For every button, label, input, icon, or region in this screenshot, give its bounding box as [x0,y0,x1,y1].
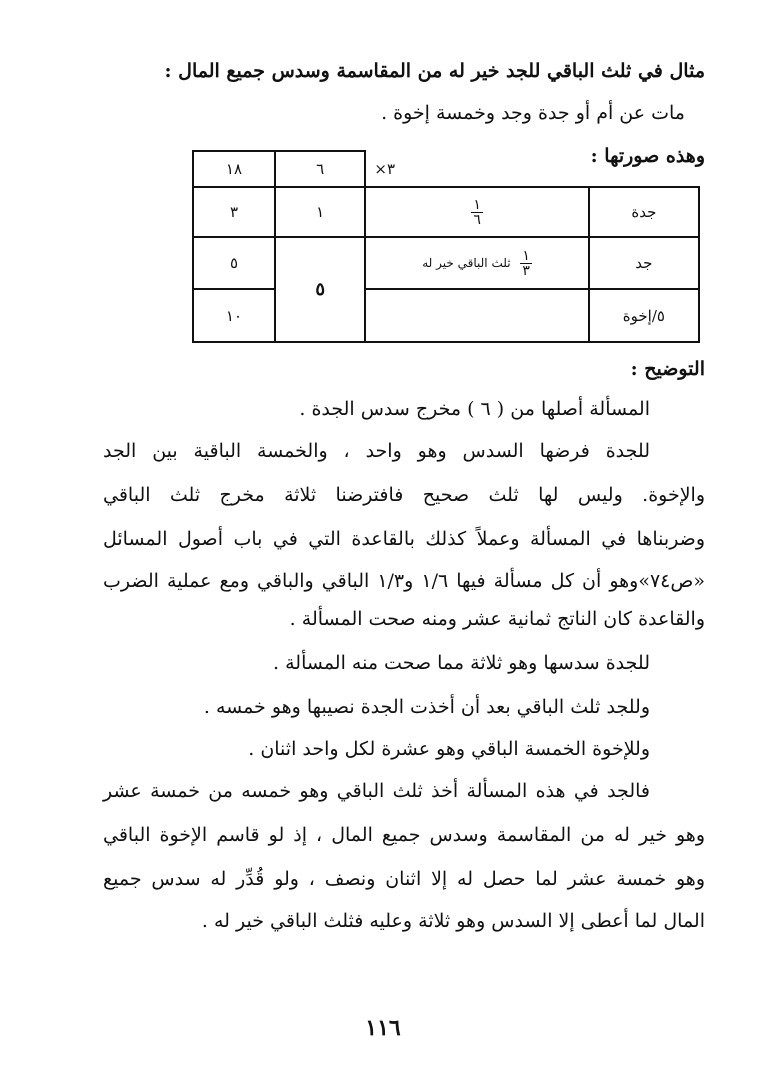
fraction-denominator: ٦ [473,211,481,228]
explanation-title: التوضيح : [630,358,705,380]
fraction-numerator: ١ [473,196,481,213]
text-line-5: «ص٧٤»وهو أن كل مسألة فيها ١/٦ و١/٣ الباقي والباقي ومع عملية الضرب [103,570,705,592]
page-number: ١١٦ [365,1015,401,1041]
cell-row3-final: ١٠ [193,289,275,342]
text-line-4: وضربناها في المسألة وعملاً كذلك بالقاعدة التي في باب أصول المسائل [103,528,705,550]
text-line-1: المسألة أصلها من ( ٦ ) مخرج سدس الجدة . [299,398,650,420]
text-line-13: المال لما أعطى إلا السدس وهو ثلاثة وعليه فثلث الباقي خير له . [201,910,705,932]
fraction-one-sixth [471,198,483,227]
cell-row1-heir: جدة [589,187,699,237]
text-line-2: للجدة فرضها السدس وهو واحد ، والخمسة الباقية بين الجد [103,440,650,462]
multiplier-label: ×٣ [374,159,396,178]
cell-top-result: ١٨ [193,151,275,187]
text-line-7: للجدة سدسها وهو ثلاثة مما صحت منه المسألة . [273,652,650,674]
cell-row3-fraction [365,289,588,342]
cell-row2-final: ٥ [193,237,275,289]
cell-row1-base: ١ [275,187,365,237]
cell-row2-fraction [365,237,588,289]
cell-row3-heir: ٥/إخوة [589,289,699,342]
cell-row1-fraction [365,187,588,237]
text-line-10: فالجد في هذه المسألة أخذ ثلث الباقي وهو خمسه من خمسة عشر [103,780,650,802]
cell-row1-final: ٣ [193,187,275,237]
grandfather-note: ثلث الباقي خير له [422,255,511,270]
text-line-11: وهو خير له من المقاسمة وسدس جميع المال ، إذ لو قاسم الإخوة الباقي [103,824,705,846]
inheritance-table [192,150,700,343]
example-intro: مات عن أم أو جدة وجد وخمسة إخوة . [381,102,685,124]
fraction-numerator: ١ [522,247,530,264]
text-line-12: وهو خمسة عشر لما حصل له إلا اثنان ونصف ، ولو قُدِّر له سدس جميع [103,868,705,890]
cell-row2-heir: جد [589,237,699,289]
text-line-9: وللإخوة الخمسة الباقي وهو عشرة لكل واحد اثنان . [248,738,650,760]
text-line-8: وللجد ثلث الباقي بعد أن أخذت الجدة نصيبها وهو خمسه . [203,696,650,718]
fraction-one-third [520,249,532,278]
cell-multiplier [365,151,699,187]
cell-row2-base: ٥ [275,237,365,342]
cell-top-base: ٦ [275,151,365,187]
text-line-3: والإخوة. وليس لها ثلث صحيح فافترضنا ثلاثة مخرج ثلث الباقي [103,484,705,506]
text-line-6: والقاعدة كان الناتج ثمانية عشر ومنه صحت المسألة . [289,608,705,630]
fraction-denominator: ٣ [522,262,530,279]
example-heading: مثال في ثلث الباقي للجد خير له من المقاسمة وسدس جميع المال : [164,60,705,82]
table-caption: وهذه صورتها : [590,145,705,167]
